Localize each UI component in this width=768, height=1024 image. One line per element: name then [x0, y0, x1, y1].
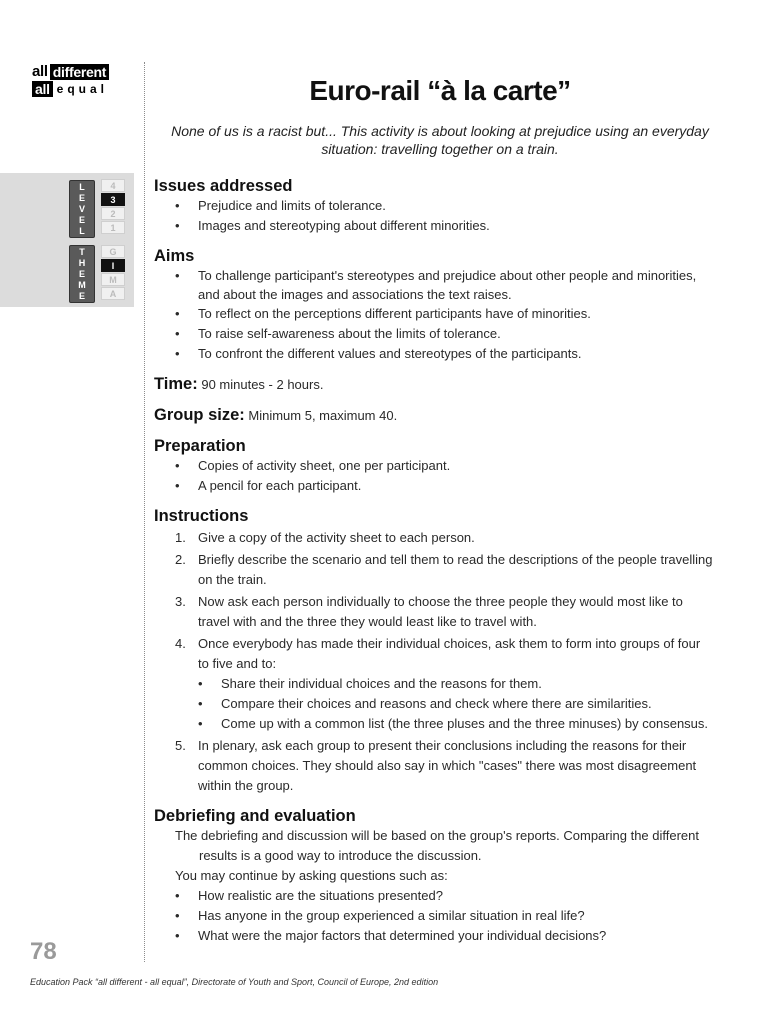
time-line [154, 374, 714, 395]
theme-i-selected: I [101, 259, 125, 272]
theme-letter: M [78, 280, 86, 291]
level-theme-tab [0, 173, 134, 307]
list-item: • What were the major factors that determined your individual decisions? [154, 926, 714, 946]
step-text: Once everybody has made their individual choices, ask them to form into groups of four to five and to: [198, 636, 701, 671]
theme-letter: E [78, 291, 85, 302]
step-number: 5. [175, 738, 186, 753]
level-letter: E [78, 192, 85, 203]
debriefing-paragraph [154, 826, 714, 866]
debriefing-prompt: You may continue by asking questions such as: [175, 868, 448, 883]
level-numbers [101, 179, 125, 234]
list-item: • A pencil for each participant. [154, 476, 714, 496]
list-item: • To challenge participant's stereotypes and prejudice about other people and minorities, and about the images and associations the text raises. [154, 266, 714, 304]
time-value: 90 minutes - 2 hours. [201, 377, 324, 392]
step-text: Briefly describe the scenario and tell them to read the descriptions of the people travelling on the train. [198, 552, 713, 587]
level-4: 4 [101, 179, 125, 192]
group-size-value: Minimum 5, maximum 40. [248, 408, 398, 423]
theme-letter: T [79, 246, 85, 257]
substep-list [198, 674, 714, 734]
vertical-rule [144, 62, 145, 962]
instructions-heading: Instructions [154, 507, 249, 525]
instructions-list [154, 528, 714, 796]
group-size-line [154, 405, 714, 426]
debriefing-questions [154, 886, 714, 946]
theme-m: M [101, 273, 125, 286]
step-number: 1. [175, 530, 186, 545]
step-text: In plenary, ask each group to present their conclusions including the reasons for their common choices. They should also say in which "cases" there was most disagreement within the group. [198, 738, 697, 793]
logo-word-different: different [50, 64, 109, 80]
debriefing-text: The debriefing and discussion will be based on the group's reports. Comparing the different results is a good way to introduce the discussion. [175, 828, 699, 863]
theme-a: A [101, 287, 125, 300]
issues-heading: Issues addressed [154, 177, 293, 195]
step-text: Give a copy of the activity sheet to each person. [198, 530, 475, 545]
list-item: • To confront the different values and stereotypes of the participants. [154, 344, 714, 364]
list-item: • Has anyone in the group experienced a similar situation in real life? [154, 906, 714, 926]
instruction-step [154, 528, 714, 548]
list-item: • To reflect on the perceptions different participants have of minorities. [154, 304, 714, 324]
level-3-selected: 3 [101, 193, 125, 206]
list-item: • How realistic are the situations presented? [154, 886, 714, 906]
level-letter: L [79, 226, 85, 237]
aims-list [154, 266, 714, 364]
time-label: Time: [154, 375, 198, 393]
activity-content [154, 176, 714, 946]
theme-codes [101, 245, 125, 300]
issues-list [154, 196, 714, 236]
list-item: • Come up with a common list (the three pluses and the three minuses) by consensus. [154, 714, 714, 734]
level-2: 2 [101, 207, 125, 220]
instruction-step [154, 736, 714, 796]
page-subtitle: None of us is a racist but... This activity is about looking at prejudice using an everyday situation: travelling together on a train. [171, 123, 709, 157]
list-item: • Images and stereotyping about different minorities. [154, 216, 714, 236]
list-item: • To raise self-awareness about the limits of tolerance. [154, 324, 714, 344]
level-letter: L [79, 181, 85, 192]
level-label [69, 180, 95, 238]
logo [32, 64, 136, 98]
theme-letter: E [78, 268, 85, 279]
instruction-step [154, 634, 714, 734]
aims-heading: Aims [154, 247, 195, 265]
level-letter: V [78, 203, 85, 214]
instruction-step [154, 592, 714, 632]
page-number: 78 [30, 938, 57, 965]
preparation-heading: Preparation [154, 437, 246, 455]
theme-letter: H [78, 257, 86, 268]
footer-citation: Education Pack “all different - all equal”, Directorate of Youth and Sport, Council of Europe, 2nd edition [30, 977, 439, 987]
list-item: • Prejudice and limits of tolerance. [154, 196, 714, 216]
page-title: Euro-rail “à la carte” [309, 75, 571, 106]
theme-label [69, 245, 95, 303]
logo-word-equal: equal [56, 82, 109, 96]
list-item: • Copies of activity sheet, one per participant. [154, 456, 714, 476]
level-letter: E [78, 215, 85, 226]
debriefing-heading: Debriefing and evaluation [154, 807, 356, 825]
logo-word-all: all [32, 63, 48, 80]
theme-g: G [101, 245, 125, 258]
logo-word-all-2: all [32, 81, 53, 97]
list-item: • Share their individual choices and the reasons for them. [154, 674, 714, 694]
list-item: • Compare their choices and reasons and check where there are similarities. [154, 694, 714, 714]
step-text: Now ask each person individually to choose the three people they would most like to travel with and the three they would least like to travel with. [198, 594, 683, 629]
step-number: 2. [175, 552, 186, 567]
group-size-label: Group size: [154, 406, 245, 424]
step-number: 4. [175, 636, 186, 651]
step-number: 3. [175, 594, 186, 609]
preparation-list [154, 456, 714, 496]
instruction-step [154, 550, 714, 590]
level-1: 1 [101, 221, 125, 234]
